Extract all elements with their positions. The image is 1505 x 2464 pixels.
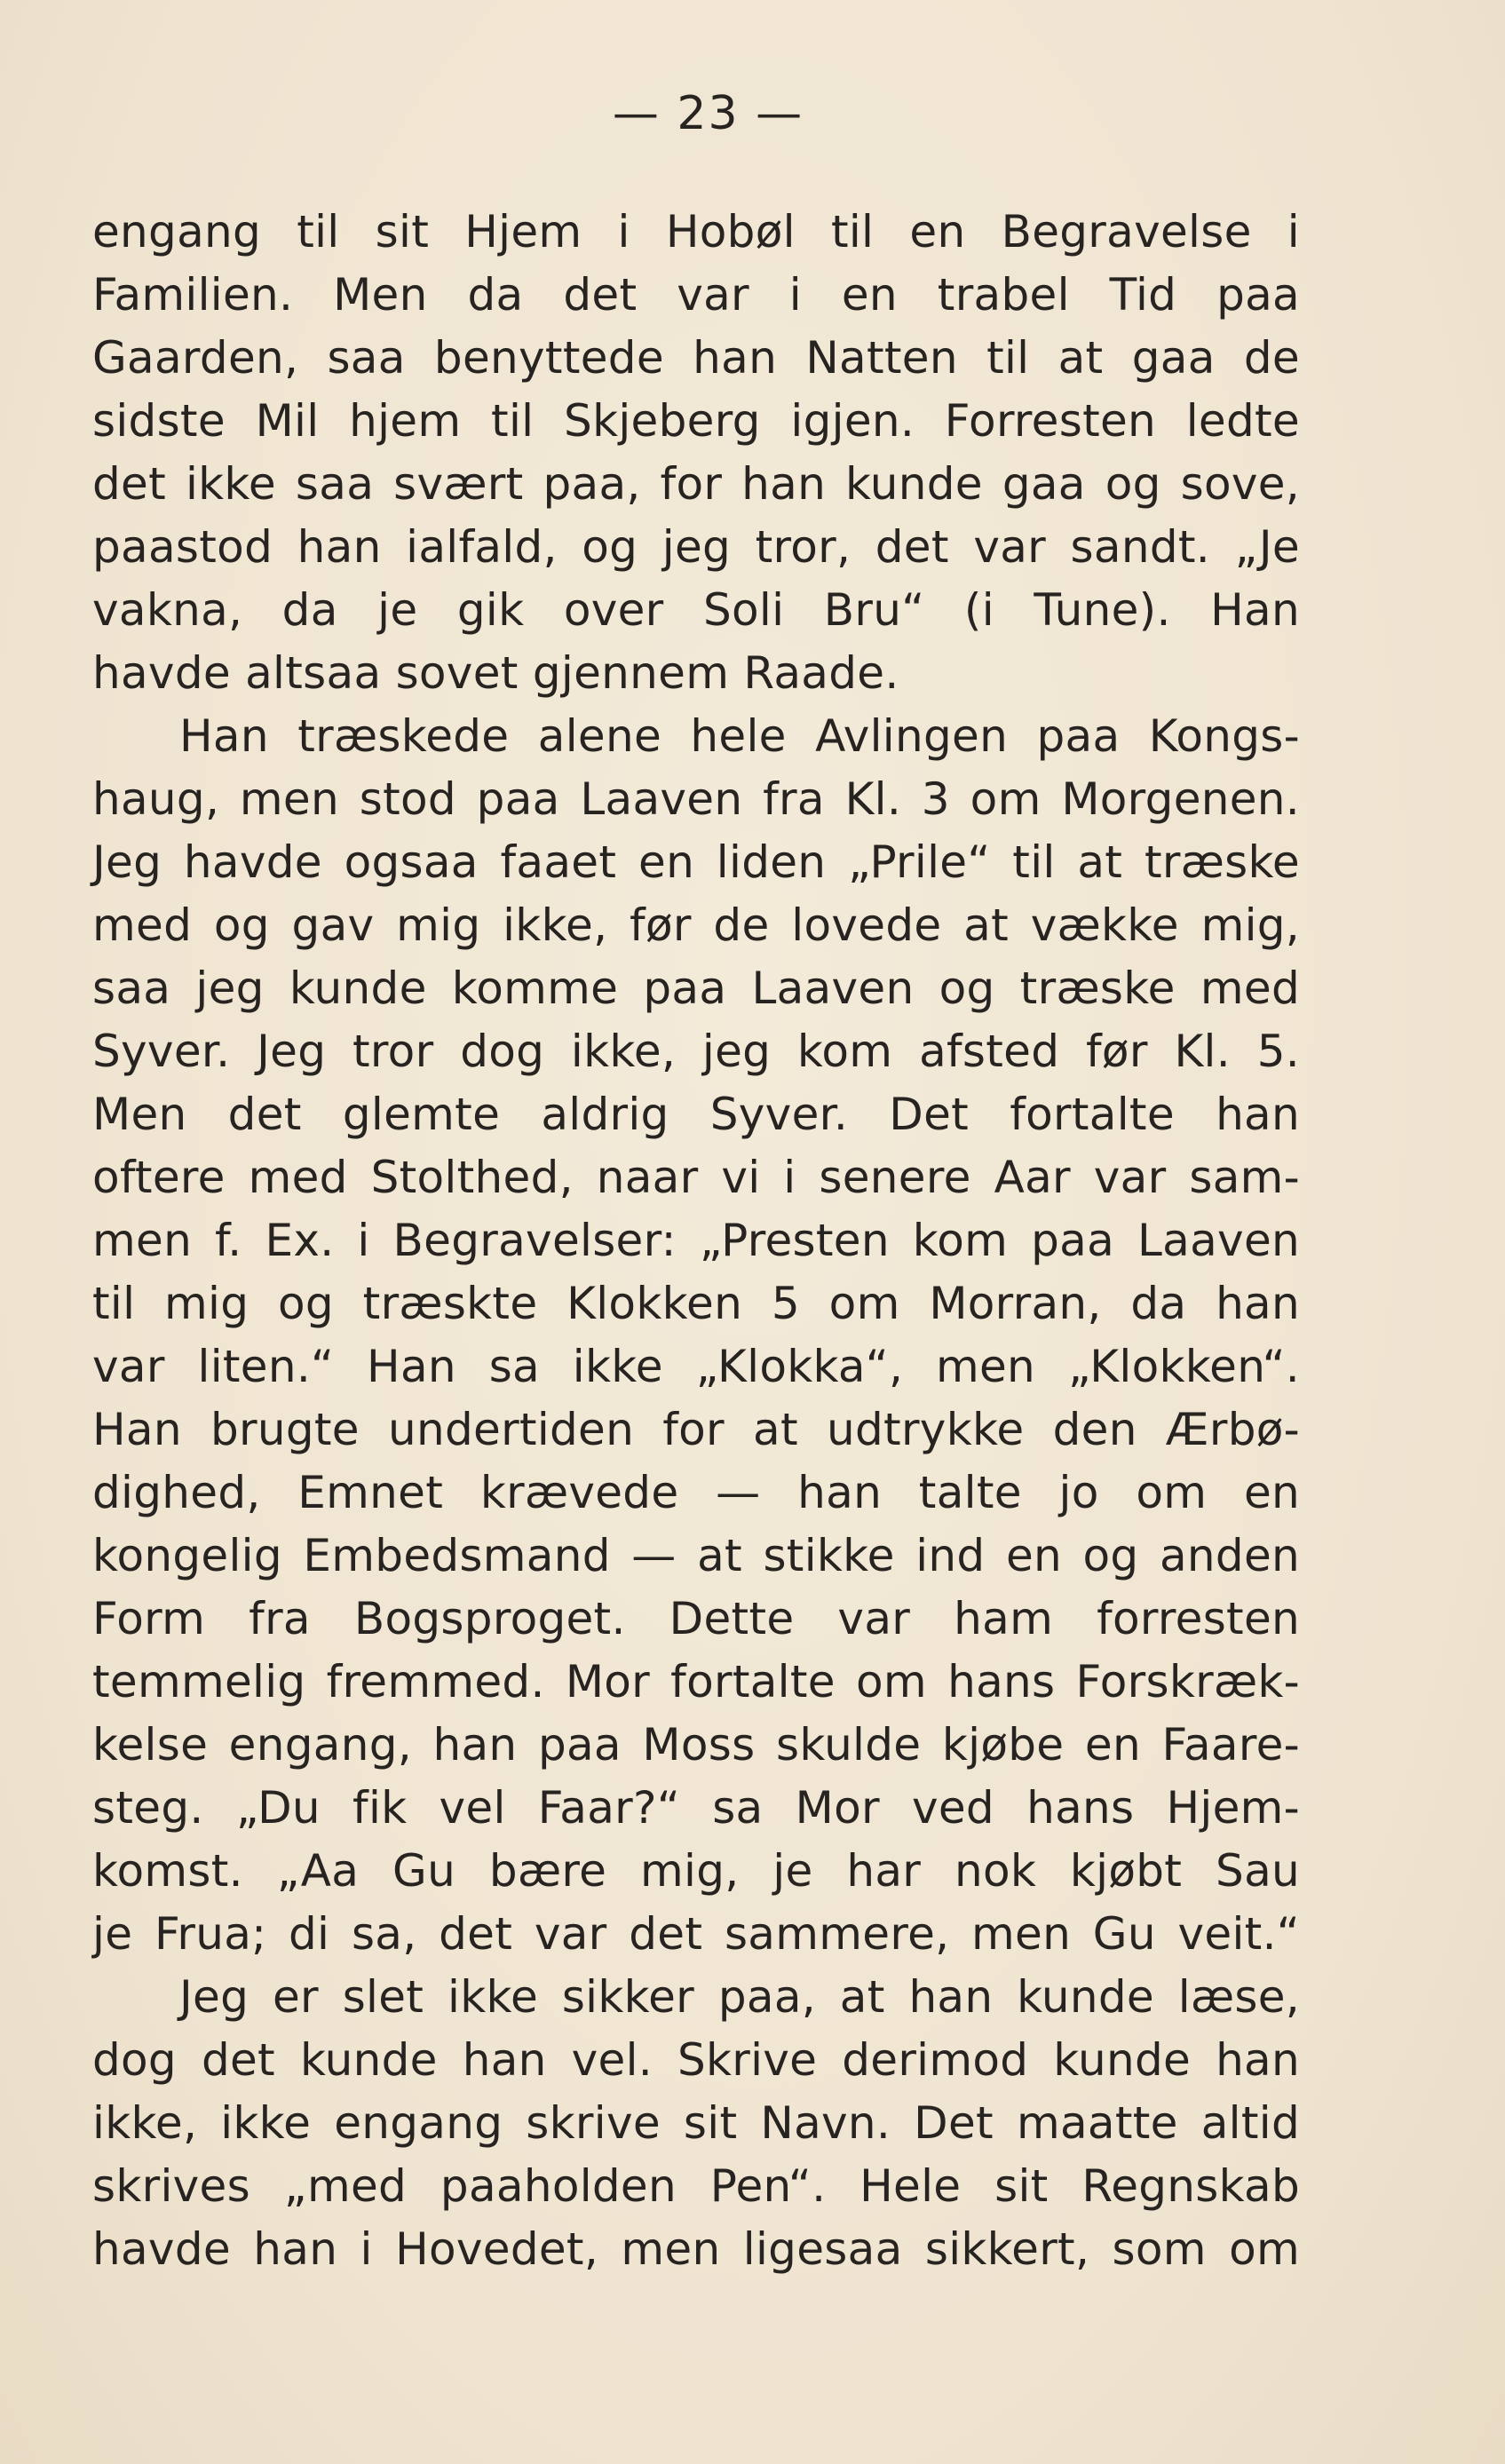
text-line: til mig og træskte Klokken 5 om Morran, da han [92, 1278, 1300, 1329]
text-line: Men det glemte aldrig Syver. Det fortalte han [92, 1089, 1300, 1140]
text-line: Han træskede alene hele Avlingen paa Kongs- [179, 710, 1300, 762]
body-text [92, 201, 1300, 2281]
text-line: paastod han ialfald, og jeg tror, det var sandt. „Je [92, 521, 1300, 573]
text-line: dog det kunde han vel. Skrive derimod kunde han [92, 2034, 1300, 2086]
text-line: Form fra Bogsproget. Dette var ham forresten [92, 1593, 1300, 1644]
text-line: engang til sit Hjem i Hobøl til en Begravelse i [92, 206, 1300, 257]
text-line: men f. Ex. i Begravelser: „Presten kom paa Laaven [92, 1215, 1300, 1266]
text-line: med og gav mig ikke, før de lovede at vække mig, [92, 899, 1300, 951]
text-line: Jeg havde ogsaa faaet en liden „Prile“ til at træske [92, 836, 1300, 888]
text-line: vakna, da je gik over Soli Bru“ (i Tune). Han [92, 584, 1300, 636]
text-line: dighed, Emnet krævede — han talte jo om en [92, 1467, 1300, 1518]
text-line: Syver. Jeg tror dog ikke, jeg kom afsted før Kl. 5. [92, 1026, 1300, 1077]
text-line: skrives „med paaholden Pen“. Hele sit Regnskab [92, 2160, 1300, 2212]
text-line: kelse engang, han paa Moss skulde kjøbe en Faare- [92, 1719, 1300, 1771]
page-number: — 23 — [612, 87, 804, 140]
text-line: haug, men stod paa Laaven fra Kl. 3 om Morgenen. [92, 773, 1300, 825]
text-line: Gaarden, saa benyttede han Natten til at gaa de [92, 332, 1300, 384]
text-line: Han brugte undertiden for at udtrykke den Ærbø- [92, 1404, 1300, 1455]
text-line: steg. „Du fik vel Faar?“ sa Mor ved hans Hjem- [92, 1782, 1300, 1834]
text-line: var liten.“ Han sa ikke „Klokka“, men „Klokken“. [92, 1341, 1300, 1392]
text-line: sidste Mil hjem til Skjeberg igjen. Forresten ledte [92, 395, 1300, 447]
text-line: det ikke saa svært paa, for han kunde gaa og sove, [92, 458, 1300, 510]
text-line: Jeg er slet ikke sikker paa, at han kunde læse, [179, 1971, 1300, 2023]
text-line: je Frua; di sa, det var det sammere, men Gu veit.“ [92, 1908, 1300, 1960]
text-line: Familien. Men da det var i en trabel Tid paa [92, 269, 1300, 321]
text-line: temmelig fremmed. Mor fortalte om hans Forskræk- [92, 1656, 1300, 1707]
text-line: kongelig Embedsmand — at stikke ind en og anden [92, 1530, 1300, 1581]
text-line: ikke, ikke engang skrive sit Navn. Det maatte altid [92, 2097, 1300, 2149]
text-line: havde altsaa sovet gjennem Raade. [92, 647, 899, 699]
text-line: havde han i Hovedet, men ligesaa sikkert, som om [92, 2223, 1300, 2275]
text-line: saa jeg kunde komme paa Laaven og træske med [92, 963, 1300, 1014]
text-line: oftere med Stolthed, naar vi i senere Aar var sam- [92, 1152, 1300, 1203]
text-line: komst. „Aa Gu bære mig, je har nok kjøbt Sau [92, 1845, 1300, 1897]
